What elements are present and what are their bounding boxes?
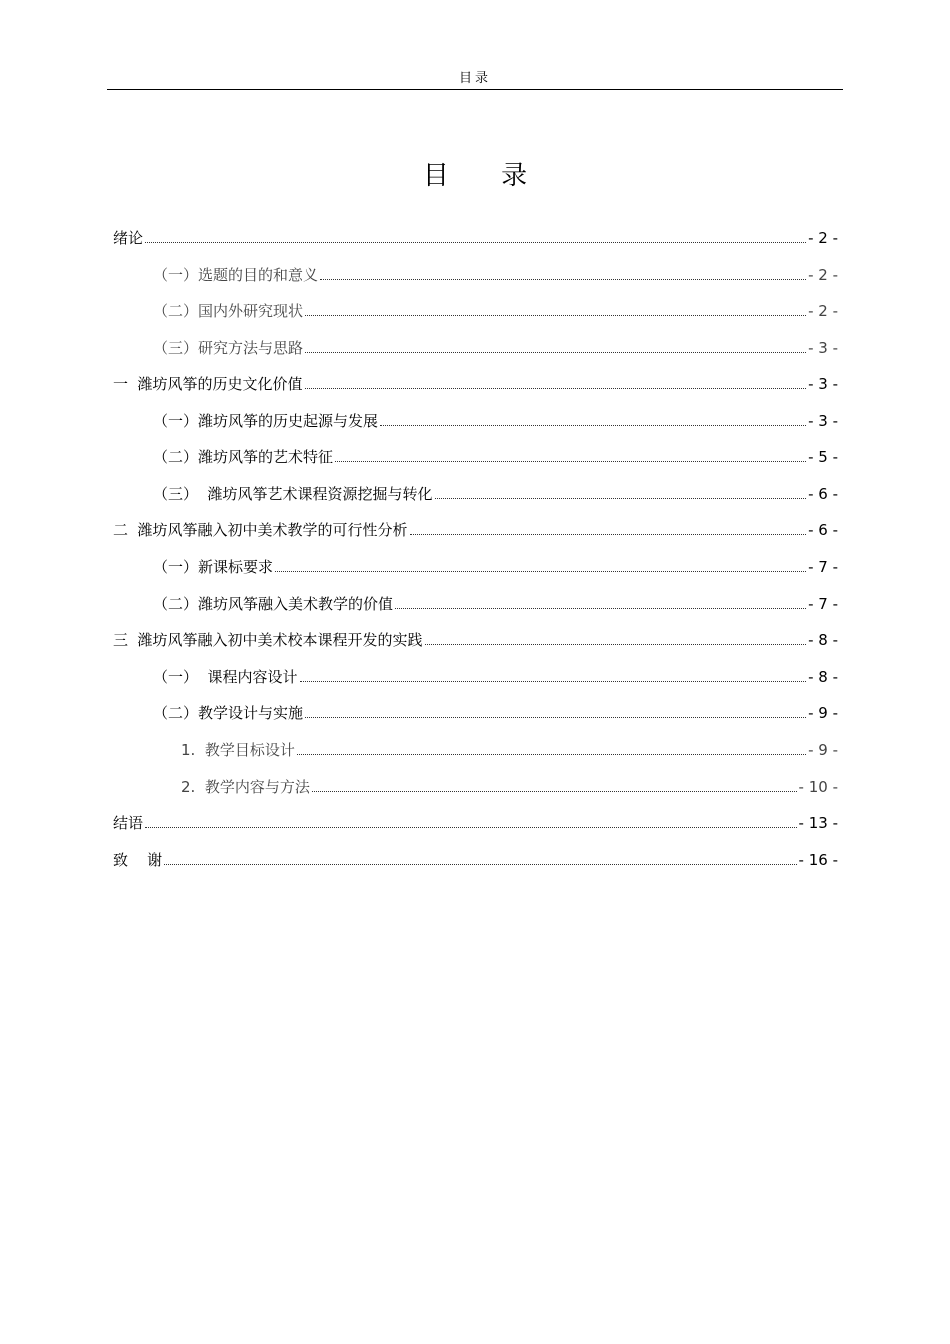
toc-entry-label: （一）潍坊风筝的历史起源与发展 [153,412,379,430]
dot-leader [312,791,797,792]
dot-leader [335,461,806,462]
toc-entry-page: - 9 - [808,741,838,759]
toc-entry-label: （一）新课标要求 [153,558,274,576]
dot-leader [305,352,806,353]
toc-entry-label: （二）潍坊风筝的艺术特征 [153,448,334,466]
dot-leader [145,242,806,243]
dot-leader [380,425,806,426]
toc-entry-page: - 3 - [808,412,838,430]
toc-entry-chapter-2[interactable] [113,517,838,541]
toc-entry-label: （一） 课程内容设计 [153,668,298,686]
toc-entry-page: - 3 - [808,375,838,393]
toc-entry-label: 绪论 [113,229,144,247]
toc-entry-label: （一）选题的目的和意义 [153,266,319,284]
toc-entry-page: - 5 - [808,448,838,466]
toc-entry-conclusion[interactable] [113,810,838,834]
toc-entry-4-1[interactable] [153,664,838,688]
toc-entry-page: - 2 - [808,302,838,320]
toc-entry-4-2-1[interactable] [181,737,838,761]
dot-leader [297,754,806,755]
toc-entry-label: 致 谢 [113,851,163,869]
dot-leader [145,827,797,828]
toc-entry-label: （三）研究方法与思路 [153,339,304,357]
toc-entry-page: - 2 - [808,266,838,284]
toc-entry-page: - 7 - [808,558,838,576]
toc-entry-introduction[interactable] [113,225,838,249]
toc-entry-page: - 16 - [798,851,838,869]
toc-entry-1-3[interactable] [153,335,838,359]
dot-leader [395,608,806,609]
toc-entry-page: - 9 - [808,704,838,722]
toc-entry-chapter-3[interactable] [113,627,838,651]
toc-entry-label: 三 潍坊风筝融入初中美术校本课程开发的实践 [113,631,423,649]
toc-entry-page: - 8 - [808,631,838,649]
dot-leader [320,279,806,280]
dot-leader [305,388,807,389]
toc-entry-page: - 6 - [808,521,838,539]
toc-entry-label: （二）教学设计与实施 [153,704,304,722]
toc-entry-label: （二）国内外研究现状 [153,302,304,320]
toc-entry-2-3[interactable] [153,481,838,505]
toc-title: 目 录 [422,161,550,191]
toc-entry-page: - 2 - [808,229,838,247]
toc-entry-3-1[interactable] [153,554,838,578]
toc-entry-2-2[interactable] [153,444,838,468]
dot-leader [425,644,807,645]
dot-leader [305,717,806,718]
toc-entry-page: - 7 - [808,595,838,613]
toc-entry-4-2[interactable] [153,700,838,724]
dot-leader [275,571,806,572]
page-header: 目录 [107,70,843,90]
toc-entry-label: 结语 [113,814,144,832]
toc-entry-label: 2. 教学内容与方法 [181,778,310,796]
toc-entry-page: - 6 - [808,485,838,503]
toc-entry-4-2-2[interactable] [181,774,838,798]
dot-leader [164,864,796,865]
toc-entry-3-2[interactable] [153,591,838,615]
toc-entry-2-1[interactable] [153,408,838,432]
toc-entry-1-1[interactable] [153,262,838,286]
toc-entry-label: 二 潍坊风筝融入初中美术教学的可行性分析 [113,521,408,539]
toc-entry-1-2[interactable] [153,298,838,322]
toc-entry-page: - 3 - [808,339,838,357]
toc-entry-label: 一 潍坊风筝的历史文化价值 [113,375,303,393]
dot-leader [410,534,807,535]
toc-entry-chapter-1[interactable] [113,371,838,395]
dot-leader [435,498,807,499]
toc-entry-label: （二）潍坊风筝融入美术教学的价值 [153,595,394,613]
dot-leader [305,315,806,316]
toc-entry-page: - 13 - [798,814,838,832]
toc-entry-page: - 8 - [808,668,838,686]
dot-leader [300,681,807,682]
toc-entry-label: （三） 潍坊风筝艺术课程资源挖掘与转化 [153,485,433,503]
toc-entry-page: - 10 - [798,778,838,796]
toc-entry-acknowledgements[interactable] [113,847,838,871]
toc-entry-label: 1. 教学目标设计 [181,741,295,759]
